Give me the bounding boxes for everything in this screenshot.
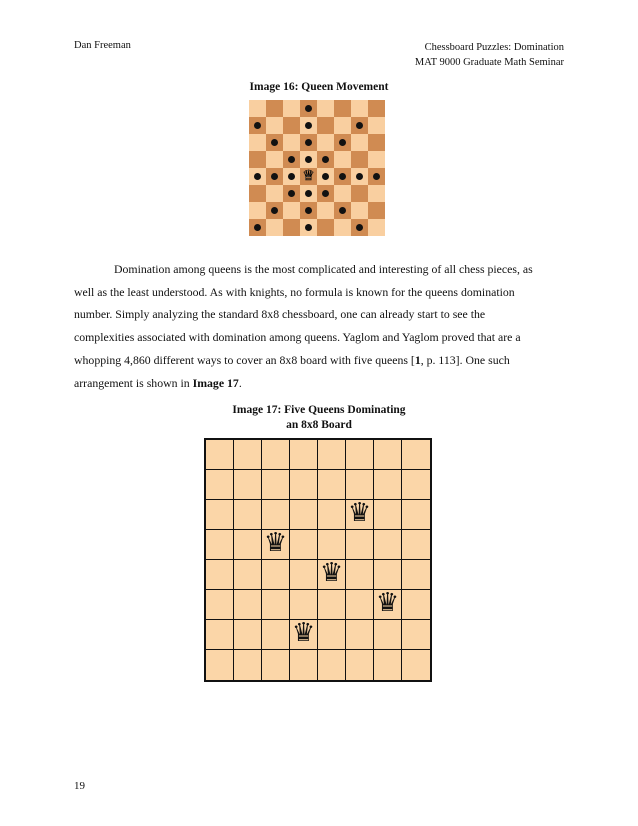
board-square xyxy=(374,590,402,620)
board-square xyxy=(402,470,430,500)
paragraph-line xyxy=(74,372,564,395)
board-square xyxy=(234,620,262,650)
board-square xyxy=(317,134,334,151)
body-paragraph xyxy=(74,258,564,394)
board-square xyxy=(266,202,283,219)
figure17-caption xyxy=(0,403,638,433)
attack-dot-icon xyxy=(271,207,278,214)
board-square xyxy=(262,440,290,470)
board-square xyxy=(368,185,385,202)
board-square xyxy=(402,650,430,680)
board-square xyxy=(346,470,374,500)
board-square xyxy=(318,530,346,560)
board-square xyxy=(206,440,234,470)
board-square xyxy=(374,470,402,500)
board-square xyxy=(334,202,351,219)
board-square xyxy=(283,168,300,185)
attack-dot-icon xyxy=(305,105,312,112)
board-square xyxy=(266,117,283,134)
board-square xyxy=(318,590,346,620)
board-square xyxy=(334,117,351,134)
attack-dot-icon xyxy=(288,190,295,197)
board-square xyxy=(290,440,318,470)
attack-dot-icon xyxy=(356,173,363,180)
header-title-line1: Chessboard Puzzles: Domination xyxy=(424,42,564,53)
board-square xyxy=(318,470,346,500)
paragraph-text: . xyxy=(238,375,242,390)
board-square xyxy=(317,100,334,117)
queen-movement-board xyxy=(249,100,385,236)
attack-dot-icon xyxy=(305,207,312,214)
board-square xyxy=(334,219,351,236)
citation-ref: 1 xyxy=(414,352,421,367)
board-square xyxy=(374,650,402,680)
board-square xyxy=(402,590,430,620)
board-square xyxy=(290,620,318,650)
board-square xyxy=(402,620,430,650)
board-square xyxy=(283,134,300,151)
attack-dot-icon xyxy=(356,122,363,129)
board-square xyxy=(283,100,300,117)
board-square xyxy=(249,151,266,168)
header-title xyxy=(415,40,564,70)
attack-dot-icon xyxy=(356,224,363,231)
attack-dot-icon xyxy=(271,139,278,146)
board-square xyxy=(206,650,234,680)
board-square xyxy=(334,134,351,151)
board-square xyxy=(368,219,385,236)
board-square xyxy=(234,530,262,560)
board-square xyxy=(206,590,234,620)
board-square xyxy=(300,100,317,117)
board-square xyxy=(351,100,368,117)
attack-dot-icon xyxy=(339,139,346,146)
board-square xyxy=(249,100,266,117)
attack-dot-icon xyxy=(288,156,295,163)
board-square xyxy=(290,590,318,620)
attack-dot-icon xyxy=(305,190,312,197)
board-square xyxy=(317,219,334,236)
paragraph-line: well as the least understood. As with knights, no formula is known for the queens domination xyxy=(74,284,515,299)
attack-dot-icon xyxy=(322,190,329,197)
board-square xyxy=(368,151,385,168)
board-square xyxy=(290,500,318,530)
queen-icon: ♛ xyxy=(291,618,316,648)
board-square xyxy=(368,134,385,151)
board-square xyxy=(249,219,266,236)
board-square xyxy=(346,560,374,590)
board-square xyxy=(283,117,300,134)
board-square xyxy=(334,151,351,168)
board-square xyxy=(262,650,290,680)
board-square xyxy=(346,650,374,680)
board-square xyxy=(300,219,317,236)
figure17-caption-line2: an 8x8 Board xyxy=(286,419,352,431)
board-square xyxy=(318,560,346,590)
board-square xyxy=(234,650,262,680)
board-square xyxy=(262,470,290,500)
paragraph-line xyxy=(74,349,564,372)
board-square xyxy=(234,440,262,470)
board-square xyxy=(290,560,318,590)
board-square xyxy=(234,470,262,500)
paragraph-line: complexities associated with domination among queens. Yaglom and Yaglom proved that are a xyxy=(74,330,521,345)
board-square xyxy=(300,168,317,185)
board-square xyxy=(374,440,402,470)
paragraph-text: , p. 113]. One such xyxy=(420,352,510,367)
attack-dot-icon xyxy=(305,224,312,231)
board-square xyxy=(249,202,266,219)
attack-dot-icon xyxy=(305,156,312,163)
board-square xyxy=(346,620,374,650)
board-square xyxy=(249,185,266,202)
attack-dot-icon xyxy=(271,173,278,180)
board-square xyxy=(351,168,368,185)
figure17-caption-line1: Image 17: Five Queens Dominating xyxy=(232,404,406,416)
board-square xyxy=(346,530,374,560)
board-square xyxy=(262,500,290,530)
board-square xyxy=(283,151,300,168)
board-square xyxy=(318,620,346,650)
paragraph-text: whopping 4,860 different ways to cover an 8x8 board with five queens [ xyxy=(74,352,415,367)
board-square xyxy=(266,219,283,236)
board-square xyxy=(317,185,334,202)
board-square xyxy=(351,185,368,202)
board-square xyxy=(317,117,334,134)
attack-dot-icon xyxy=(322,156,329,163)
board-square xyxy=(351,219,368,236)
board-square xyxy=(374,500,402,530)
board-square xyxy=(266,100,283,117)
board-square xyxy=(318,440,346,470)
board-square xyxy=(206,560,234,590)
board-square xyxy=(318,500,346,530)
board-square xyxy=(368,202,385,219)
board-square xyxy=(290,530,318,560)
paragraph-line: number. Simply analyzing the standard 8x8 chessboard, one can already start to see the xyxy=(74,307,486,322)
attack-dot-icon xyxy=(254,122,261,129)
board-square xyxy=(206,620,234,650)
board-square xyxy=(266,151,283,168)
page-number: 19 xyxy=(74,780,85,792)
board-square xyxy=(402,440,430,470)
board-square xyxy=(249,134,266,151)
board-square xyxy=(262,590,290,620)
board-square xyxy=(368,168,385,185)
board-square xyxy=(402,500,430,530)
board-square xyxy=(262,530,290,560)
attack-dot-icon xyxy=(373,173,380,180)
five-queens-board xyxy=(204,438,432,682)
board-square xyxy=(402,530,430,560)
paragraph-line: Domination among queens is the most complicated and interesting of all chess pieces, as xyxy=(114,262,533,276)
board-square xyxy=(374,530,402,560)
board-square xyxy=(300,185,317,202)
board-square xyxy=(283,185,300,202)
board-square xyxy=(346,440,374,470)
board-square xyxy=(334,185,351,202)
attack-dot-icon xyxy=(254,173,261,180)
attack-dot-icon xyxy=(254,224,261,231)
board-square xyxy=(351,117,368,134)
board-square xyxy=(283,202,300,219)
board-square xyxy=(249,168,266,185)
board-square xyxy=(290,650,318,680)
board-square xyxy=(317,151,334,168)
attack-dot-icon xyxy=(339,207,346,214)
board-square xyxy=(351,134,368,151)
queen-icon: ♕ xyxy=(302,168,315,184)
board-square xyxy=(234,500,262,530)
attack-dot-icon xyxy=(305,139,312,146)
board-square xyxy=(249,117,266,134)
board-square xyxy=(290,470,318,500)
board-square xyxy=(334,168,351,185)
board-square xyxy=(368,100,385,117)
board-square xyxy=(334,100,351,117)
header-title-line2: MAT 9000 Graduate Math Seminar xyxy=(414,57,564,68)
board-square xyxy=(300,117,317,134)
attack-dot-icon xyxy=(288,173,295,180)
queen-icon: ♛ xyxy=(347,498,372,528)
board-square xyxy=(346,590,374,620)
board-square xyxy=(262,560,290,590)
board-square xyxy=(283,219,300,236)
board-square xyxy=(206,470,234,500)
board-square xyxy=(206,530,234,560)
board-square xyxy=(234,560,262,590)
attack-dot-icon xyxy=(339,173,346,180)
board-square xyxy=(351,151,368,168)
attack-dot-icon xyxy=(305,122,312,129)
board-square xyxy=(374,560,402,590)
board-square xyxy=(266,134,283,151)
header-author: Dan Freeman xyxy=(74,40,131,51)
board-square xyxy=(368,117,385,134)
board-square xyxy=(351,202,368,219)
board-square xyxy=(266,185,283,202)
attack-dot-icon xyxy=(322,173,329,180)
board-square xyxy=(234,590,262,620)
board-square xyxy=(262,620,290,650)
queen-icon: ♛ xyxy=(263,528,288,558)
board-square xyxy=(206,500,234,530)
queen-icon: ♛ xyxy=(375,588,400,618)
board-square xyxy=(266,168,283,185)
board-square xyxy=(300,151,317,168)
board-square xyxy=(317,202,334,219)
board-square xyxy=(318,650,346,680)
board-square xyxy=(374,620,402,650)
figure16-caption: Image 16: Queen Movement xyxy=(249,81,389,93)
queen-icon: ♛ xyxy=(319,558,344,588)
board-square xyxy=(300,202,317,219)
board-square xyxy=(402,560,430,590)
board-square xyxy=(346,500,374,530)
board-square xyxy=(317,168,334,185)
board-square xyxy=(300,134,317,151)
figure-ref: Image 17 xyxy=(192,375,239,390)
paragraph-text: arrangement is shown in xyxy=(74,375,193,390)
